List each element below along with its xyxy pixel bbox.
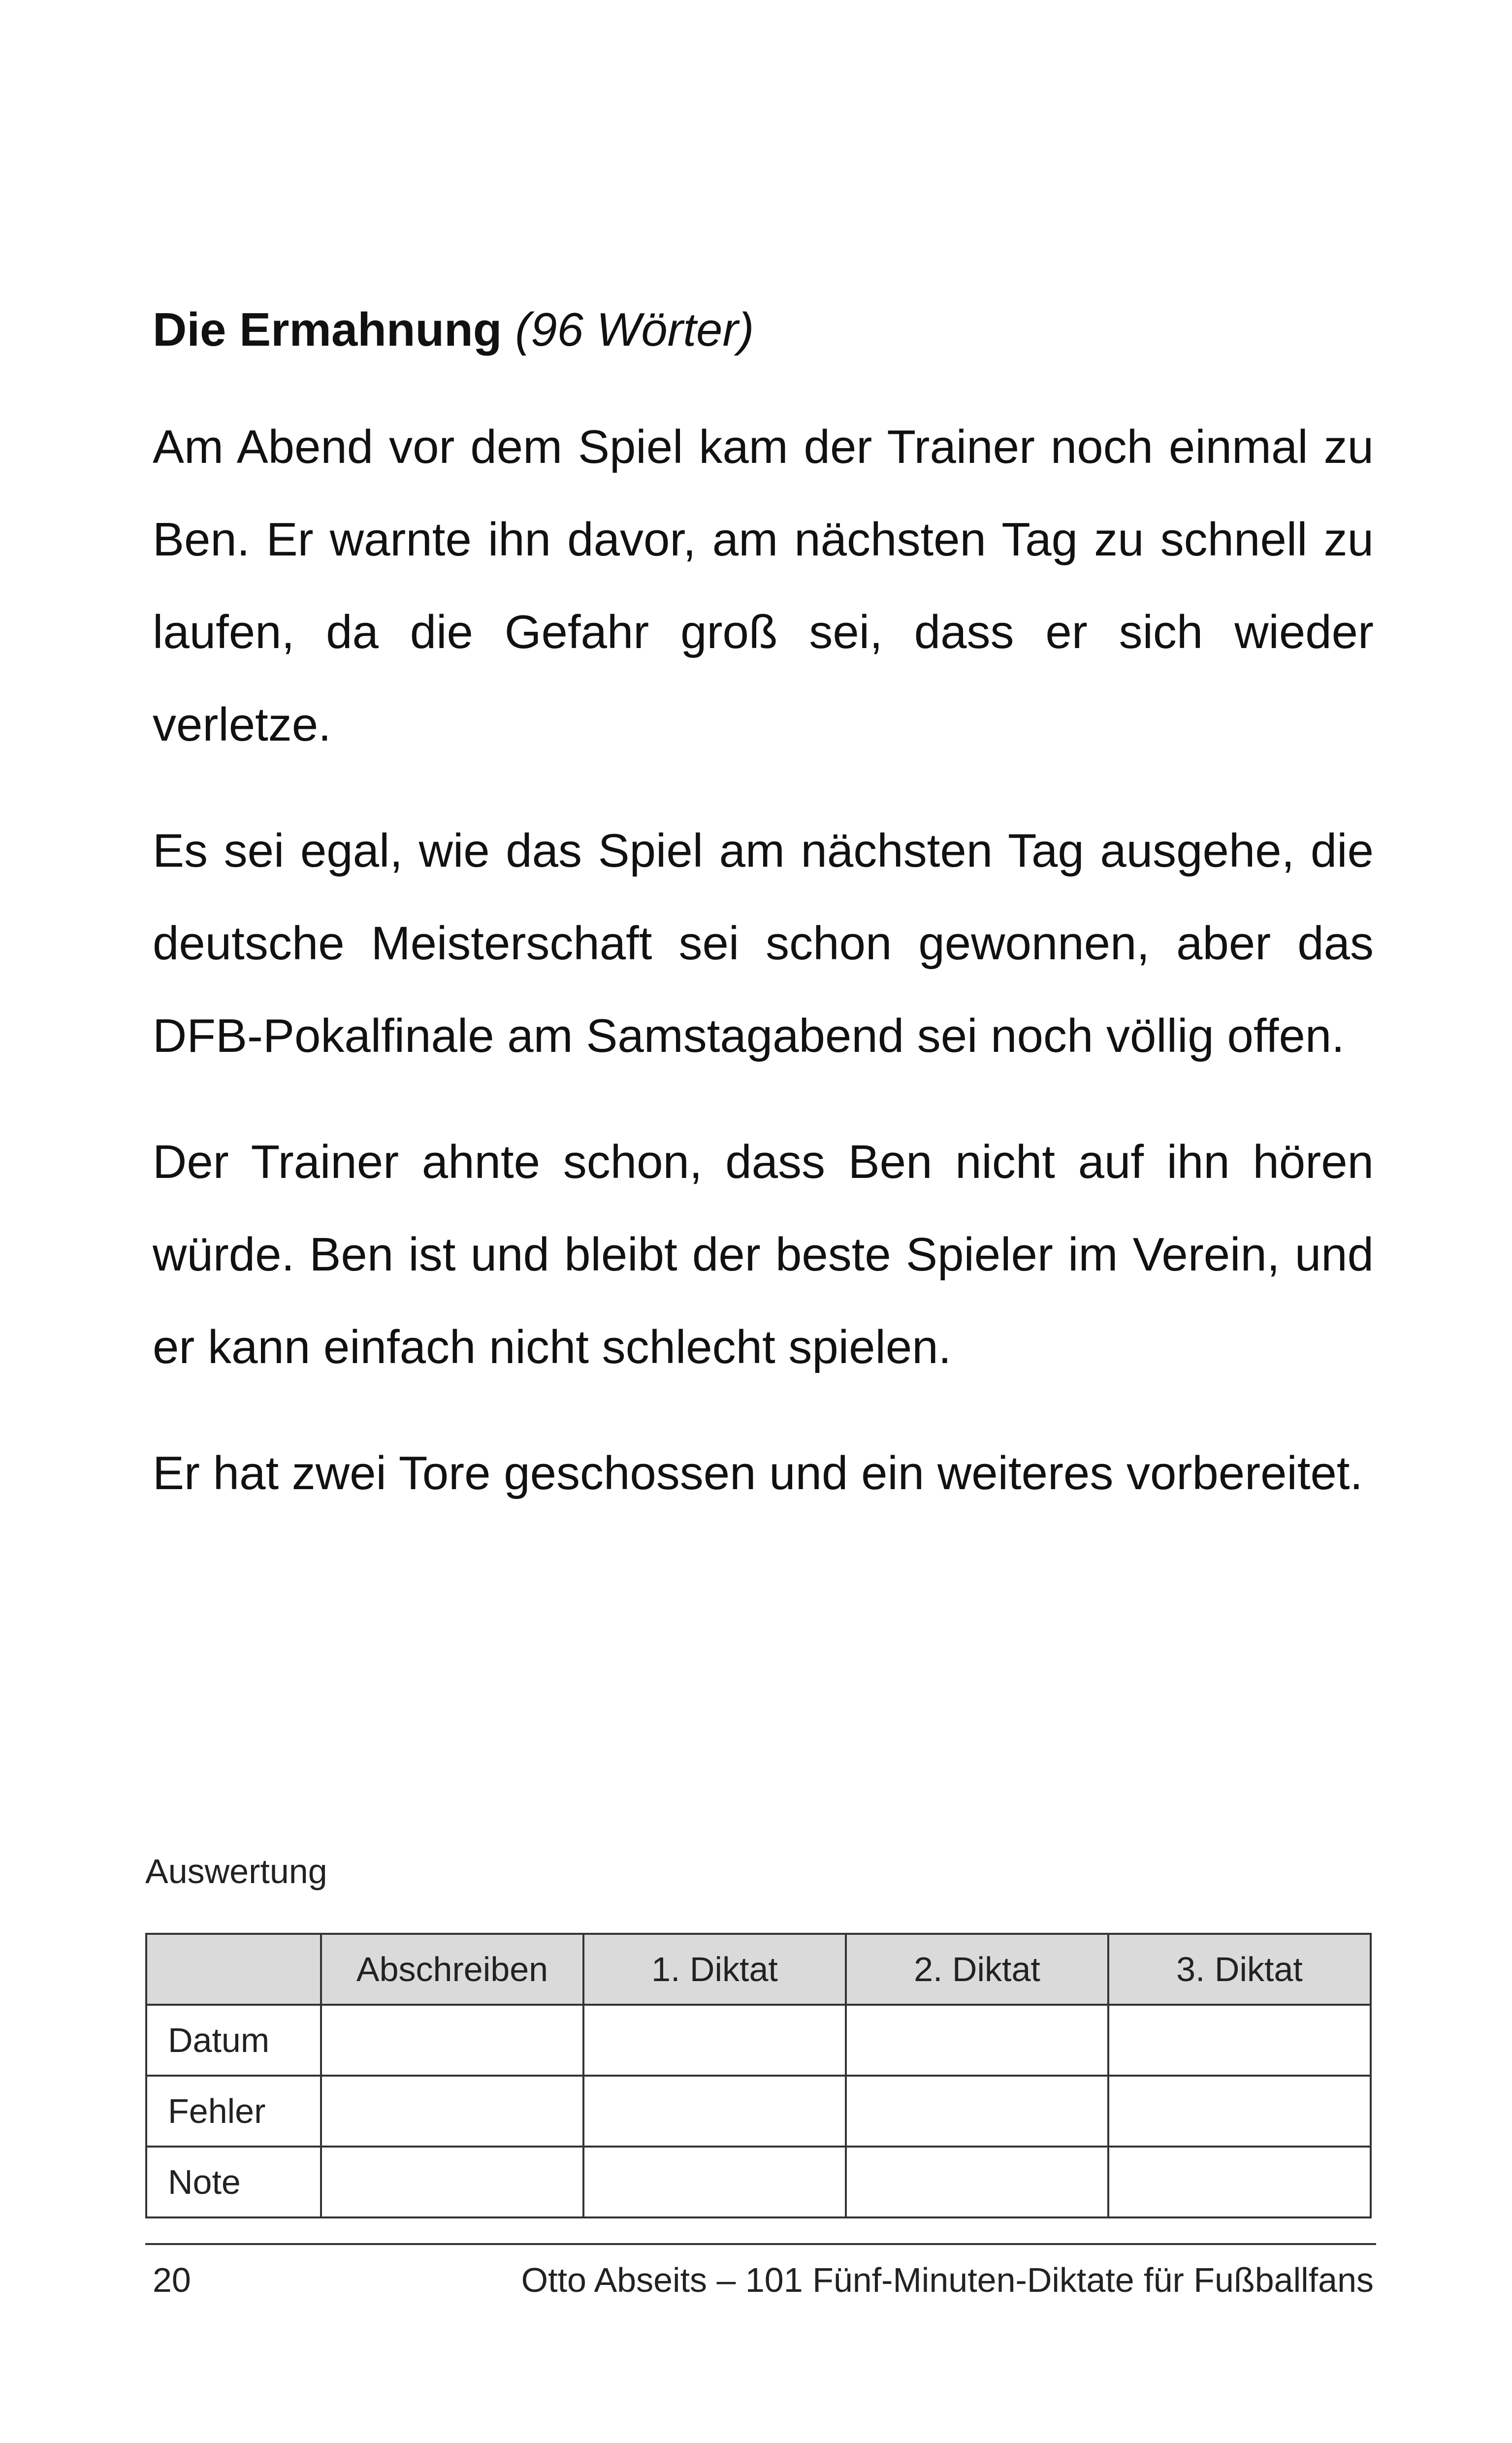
row-label-datum: Datum (146, 2005, 321, 2076)
header-diktat-3: 3. Diktat (1108, 1934, 1371, 2005)
table-cell[interactable] (846, 2076, 1108, 2147)
table-cell[interactable] (1108, 2076, 1371, 2147)
table-cell[interactable] (1108, 2005, 1371, 2076)
paragraph-2: Es sei egal, wie das Spiel am nächsten Tag ausgehe, die deutsche Meisterschaft sei schon gewonnen, aber das DFB-Pokalfinale am Samstagabend sei noch völlig offen. (153, 824, 1374, 1062)
table-row (146, 2147, 1371, 2217)
row-label-fehler: Fehler (146, 2076, 321, 2147)
table-cell[interactable] (583, 2147, 846, 2217)
book-title: Otto Abseits – 101 Fünf-Minuten-Diktate für Fußballfans (521, 2261, 1374, 2299)
row-label-note: Note (146, 2147, 321, 2217)
page-number: 20 (153, 2261, 191, 2299)
dictation-text (153, 300, 1374, 1553)
header-abschreiben: Abschreiben (321, 1934, 583, 2005)
paragraph-4: Er hat zwei Tore geschossen und ein weiteres vorbereitet. (153, 1447, 1363, 1499)
table-cell[interactable] (583, 2005, 846, 2076)
evaluation-label: Auswertung (145, 1852, 327, 1890)
header-diktat-1: 1. Diktat (583, 1934, 846, 2005)
word-count: (96 Wörter) (515, 303, 754, 356)
table-cell[interactable] (321, 2005, 583, 2076)
page-footer (153, 2253, 1374, 2307)
table-cell[interactable] (583, 2076, 846, 2147)
paragraph-3: Der Trainer ahnte schon, dass Ben nicht auf ihn hören würde. Ben ist und bleibt der beste Spieler im Verein, und er kann einfach nicht schlecht spielen. (153, 1136, 1374, 1373)
dictation-heading (153, 300, 1374, 359)
table-header-row (146, 1934, 1371, 2005)
table-cell[interactable] (321, 2076, 583, 2147)
table-cell[interactable] (321, 2147, 583, 2217)
footer-divider (145, 2243, 1376, 2245)
table-cell[interactable] (846, 2005, 1108, 2076)
header-diktat-2: 2. Diktat (846, 1934, 1108, 2005)
paragraph-1: Am Abend vor dem Spiel kam der Trainer noch einmal zu Ben. Er warnte ihn davor, am nächsten Tag zu schnell zu laufen, da die Gefahr groß sei, dass er sich wieder verletze. (153, 421, 1374, 751)
dictation-title: Die Ermahnung (153, 303, 502, 356)
header-corner (146, 1934, 321, 2005)
table-row (146, 2005, 1371, 2076)
evaluation-table (145, 1933, 1372, 2218)
table-cell[interactable] (1108, 2147, 1371, 2217)
table-cell[interactable] (846, 2147, 1108, 2217)
table-row (146, 2076, 1371, 2147)
